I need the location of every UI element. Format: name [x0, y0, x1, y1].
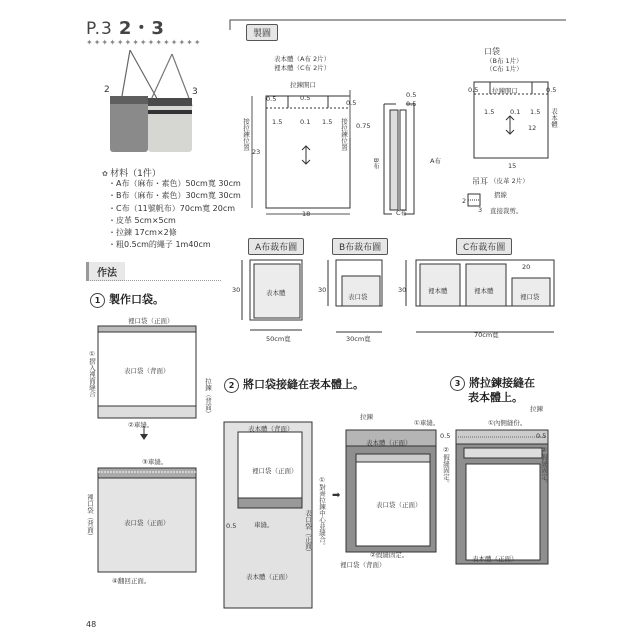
s2-bottom-label: 表本體（正面） — [246, 573, 292, 581]
seam-1-5-label: 1.5 — [272, 118, 283, 126]
s1b-center-label: 表口袋（正面） — [124, 519, 170, 527]
s2-side-label: 表口袋（正面） — [304, 510, 312, 556]
s1b-bottom-label: ④翻回正面。 — [112, 577, 151, 585]
s3-fix-label: ②假縫固定。 — [540, 446, 548, 487]
s2b-pocket-back: 裡口袋（背面） — [340, 561, 386, 569]
s2b-body-label: 表本體（正面） — [366, 439, 412, 447]
c-piece-2: 裡本體 — [474, 287, 494, 295]
s2b-sew-label: ①車縫。 — [414, 419, 440, 427]
c-height-20: 20 — [522, 263, 531, 271]
c-fabric-label: C布 — [396, 209, 408, 217]
material-item: ・A布（麻布・素色）50cm寬 30cm — [108, 179, 241, 188]
seam-0-75-label: 0.75 — [356, 122, 371, 130]
product-photo — [100, 46, 210, 158]
project-numbers: 2・3 — [118, 18, 165, 39]
s2-top-label: 表本體（背面） — [248, 425, 294, 433]
loop-cut: 直接裁剪。 — [490, 207, 523, 215]
s1-left-note: ①摺入裡面縫合 — [88, 350, 96, 397]
s1-top-label: 裡口袋（正面） — [128, 317, 174, 325]
s1-center-label: 表口袋（背面） — [124, 367, 170, 375]
zipper-opening-label: 拉鍊開口 — [290, 81, 316, 89]
pocket-zipper-opening: 拉鍊開口 — [492, 87, 518, 95]
c-layout-title: C布裁布圖 — [456, 238, 512, 255]
photo-label-2: 2 — [104, 85, 110, 95]
c-width: 70cm寬 — [474, 331, 499, 339]
seam-label: 0.5 — [300, 94, 311, 102]
a-fabric-label: A布 — [430, 157, 441, 165]
pocket-sub-c: （C布 1片） — [486, 65, 523, 73]
height-label: 23 — [252, 148, 261, 156]
seam-label: 0.5 — [406, 100, 417, 108]
s3-note-label: ①內側縫份。 — [488, 419, 527, 427]
s3-zip-label: 拉鍊 — [530, 405, 543, 413]
seam-label: 0.5 — [546, 86, 557, 94]
loop-title: 吊耳 — [472, 177, 488, 186]
drawing-badge: 製圖 — [246, 24, 278, 41]
seam-1-5-label: 1.5 — [530, 108, 541, 116]
step-3-diagram — [452, 420, 552, 570]
divider — [86, 280, 221, 281]
step-3-text-2: 表本體上。 — [468, 391, 523, 404]
step-2-heading — [224, 376, 364, 393]
material-item: ・拉鍊 17cm×2條 — [108, 228, 177, 238]
decorative-dots: ✦✦✦✦✦✦✦✦✦✦✦✦✦✦✦ — [86, 38, 202, 47]
material-item: ・皮革 5cm×5cm — [108, 215, 176, 225]
seam-label: 0.5 — [406, 91, 417, 99]
body-label-inner: 裡本體（C布 2片） — [274, 64, 331, 72]
width-label: 18 — [302, 210, 311, 218]
c-piece-3: 裡口袋 — [520, 293, 540, 301]
page-title — [86, 14, 165, 40]
loop-num-2: 2 — [462, 197, 467, 205]
photo-label-3: 3 — [192, 87, 198, 97]
seam-label: 0.5 — [346, 99, 357, 107]
s2b-05-label: 0.5 — [440, 432, 451, 440]
pocket-12-label: 12 — [528, 124, 537, 132]
step-number-2: 2 — [224, 378, 239, 393]
step-1-diagram — [86, 318, 226, 628]
zipper-attach-label: 接拉鍊位置 — [340, 118, 348, 151]
seam-label: 0.5 — [266, 95, 277, 103]
s1-sew-label: ②車縫。 — [128, 421, 154, 429]
b-layout-title: B布裁布圖 — [332, 238, 388, 255]
seam-0-1-label: 0.1 — [300, 118, 311, 126]
step-3-text-1: 將拉鍊接縫在 — [469, 376, 535, 390]
a-piece: 表本體 — [266, 289, 286, 297]
material-item: ・粗0.5cm的繩子 1m40cm — [108, 240, 211, 250]
b-piece: 表口袋 — [348, 293, 368, 301]
c-height: 30 — [398, 286, 407, 294]
seam-0-1-label: 0.1 — [510, 108, 521, 116]
pocket-15-label: 15 — [508, 162, 517, 170]
materials-title-text: 材料（1件） — [110, 169, 161, 179]
step-number-1: 1 — [90, 293, 105, 308]
pocket-side-label: 表本體 — [550, 108, 558, 128]
seam-1-5-label: 1.5 — [484, 108, 495, 116]
seam-1-5-label: 1.5 — [322, 118, 333, 126]
b-fabric-label: B布 — [372, 158, 380, 169]
b-height: 30 — [318, 286, 327, 294]
material-item: ・C布（11號帆布）70cm寬 20cm — [108, 203, 236, 213]
s2-sew-label: 車縫。 — [254, 521, 274, 529]
s3-05-label: 0.5 — [536, 432, 547, 440]
body-label-outer: 表本體（A布 2片） — [274, 55, 331, 63]
method-tab: 作法 — [86, 262, 125, 281]
s2-05-label: 0.5 — [226, 522, 237, 530]
arrow-right-icon: ➡ — [332, 490, 341, 501]
pocket-title: 口袋 — [484, 47, 500, 56]
zipper-attach-label: 接拉鍊位置 — [242, 118, 250, 151]
s2b-top-label: 拉鍊 — [360, 413, 373, 421]
a-width: 50cm寬 — [266, 335, 291, 343]
a-height: 30 — [232, 286, 241, 294]
pocket-sub-b: （B布 1片） — [486, 57, 523, 65]
step-1-heading — [90, 291, 164, 308]
loop-num-3: 3 — [478, 206, 483, 214]
s1b-left-label: 裡口袋（背面） — [86, 494, 94, 540]
s1-right-note: 拉鍊（背面） — [204, 378, 212, 417]
s1b-sew-label: ③車縫。 — [142, 458, 168, 466]
c-piece-1: 裡本體 — [428, 287, 448, 295]
step-3-heading — [450, 376, 535, 405]
s3-body-label: 表本體（正面） — [472, 555, 518, 563]
step-2-text: 將口袋接縫在表本體上。 — [243, 378, 364, 391]
flower-icon: ✿ — [102, 170, 111, 178]
b-width: 30cm寬 — [346, 335, 371, 343]
materials-list — [108, 178, 241, 252]
s2-right-note: ①對齊拉鍊中心並縫合。 — [318, 476, 326, 549]
a-layout-title: A布裁布圖 — [248, 238, 304, 255]
step-2-diagram — [220, 418, 330, 618]
step-1-text: 製作口袋。 — [109, 293, 164, 306]
page-ref: P.3 — [86, 19, 113, 39]
step-number-3: 3 — [450, 376, 465, 391]
s2b-pocket-label: 表口袋（正面） — [376, 501, 422, 509]
material-item: ・B布（麻布・素色）30cm寬 30cm — [108, 191, 241, 201]
loop-fold: 摺線 — [494, 191, 507, 199]
s2b-fix-label: ②假縫固定。 — [442, 446, 450, 487]
seam-label: 0.5 — [468, 86, 479, 94]
s2-center-label: 裡口袋（正面） — [252, 467, 298, 475]
s2b-bottom-sew: ②假縫固定。 — [370, 551, 409, 559]
loop-sub: （皮革 2片） — [490, 177, 529, 185]
page-number: 48 — [86, 620, 97, 629]
